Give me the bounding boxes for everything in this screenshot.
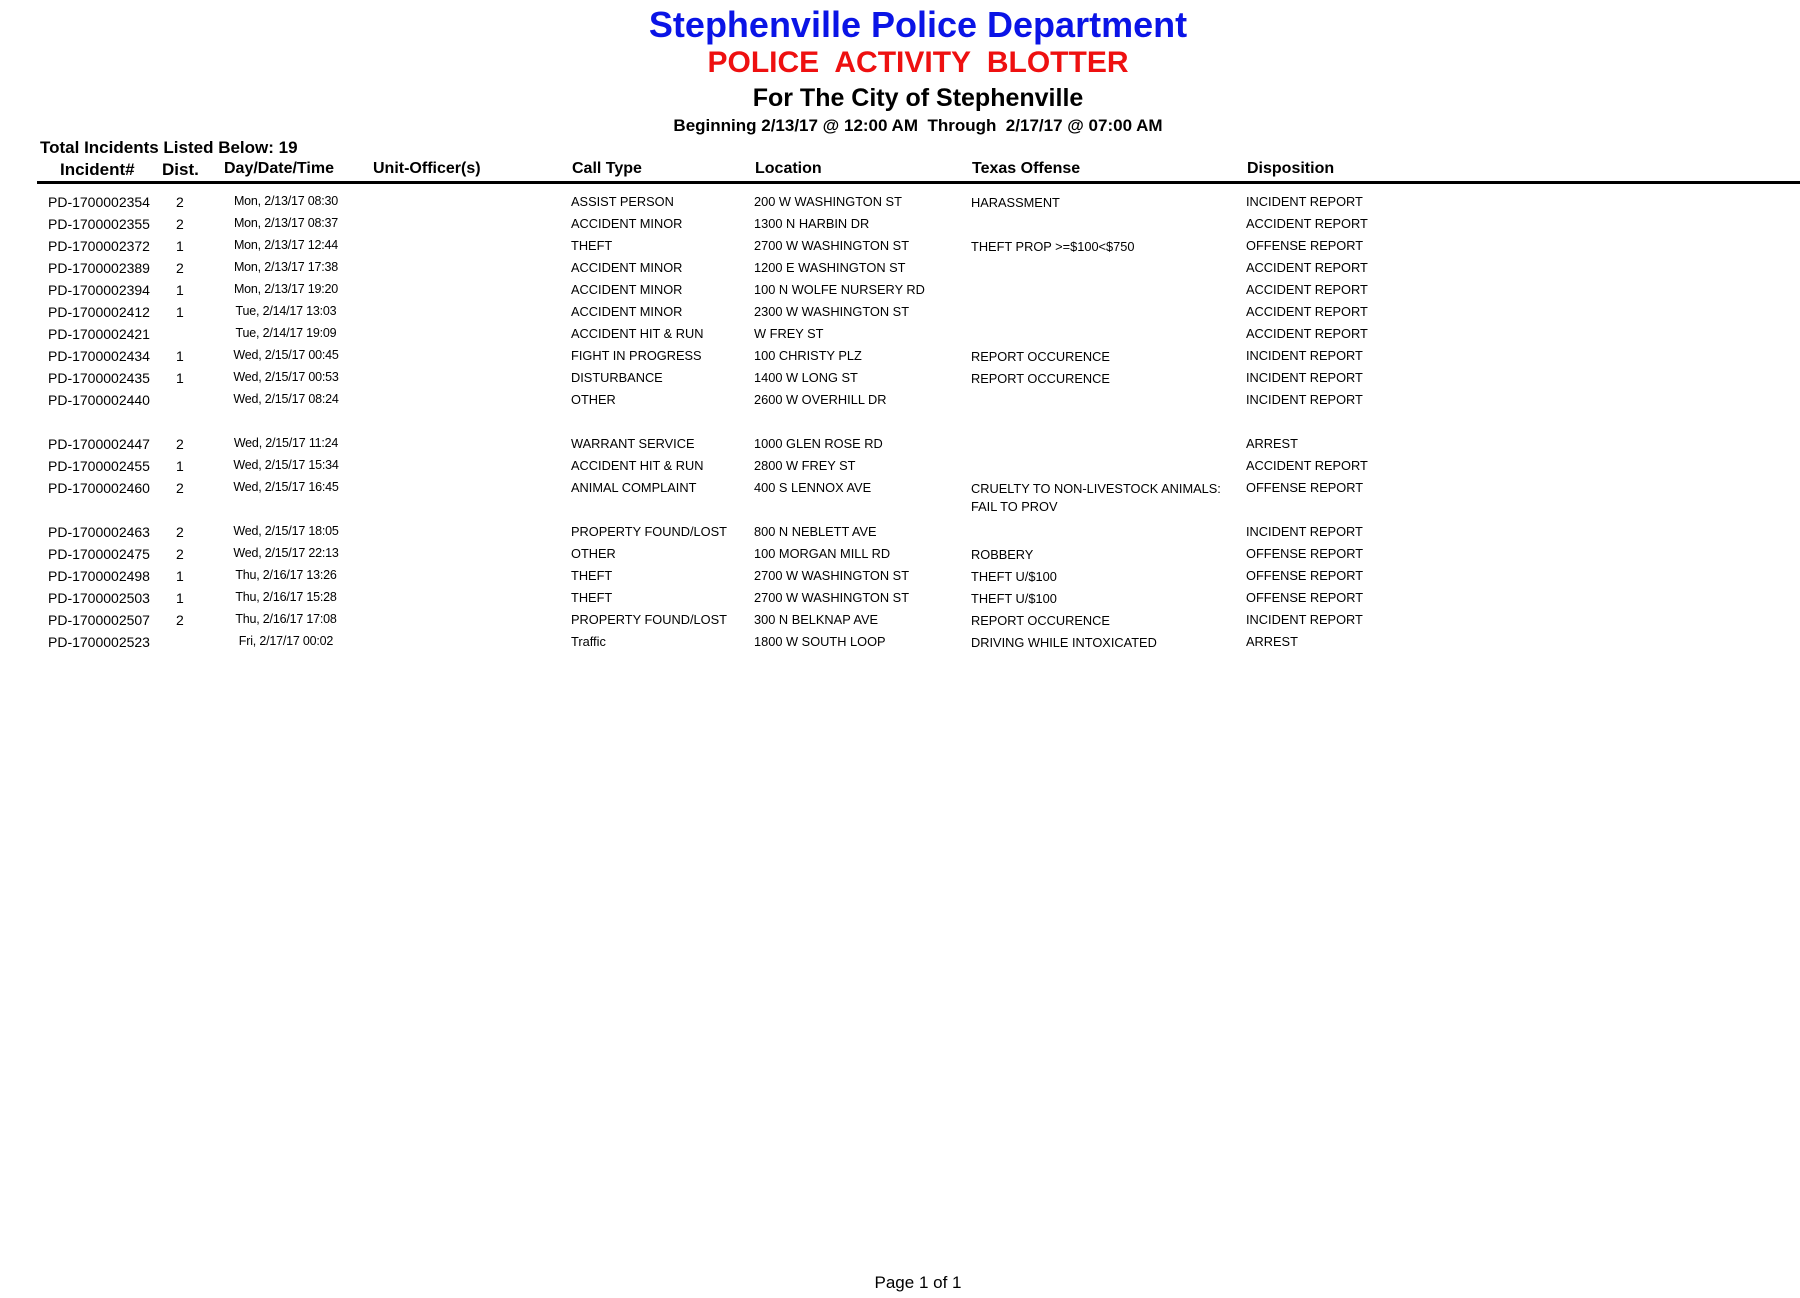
cell-date-time: Wed, 2/15/17 00:45 — [233, 348, 339, 362]
cell-location: 400 S LENNOX AVE — [754, 480, 872, 495]
cell-date-time: Wed, 2/15/17 16:45 — [233, 480, 339, 494]
table-row — [0, 344, 1800, 366]
cell-disposition: OFFENSE REPORT — [1246, 590, 1364, 605]
table-row — [0, 564, 1800, 586]
cell-incident-id: PD-1700002372 — [48, 238, 150, 254]
cell-call-type: PROPERTY FOUND/LOST — [571, 612, 727, 627]
cell-disposition: INCIDENT REPORT — [1246, 194, 1363, 209]
cell-incident-id: PD-1700002394 — [48, 282, 150, 298]
cell-district: 2 — [176, 612, 184, 628]
cell-date-time: Thu, 2/16/17 17:08 — [235, 612, 337, 626]
cell-location: 800 N NEBLETT AVE — [754, 524, 877, 539]
cell-location: 1000 GLEN ROSE RD — [754, 436, 883, 451]
cell-location: 300 N BELKNAP AVE — [754, 612, 879, 627]
cell-call-type: OTHER — [571, 392, 616, 407]
cell-texas-offense — [971, 194, 1060, 212]
cell-call-type: WARRANT SERVICE — [571, 436, 695, 451]
cell-call-type: FIGHT IN PROGRESS — [571, 348, 702, 363]
cell-district: 2 — [176, 480, 184, 496]
cell-disposition: ACCIDENT REPORT — [1246, 326, 1368, 341]
cell-incident-id: PD-1700002354 — [48, 194, 150, 210]
column-header-datetime: Day/Date/Time — [224, 160, 334, 177]
cell-incident-id: PD-1700002498 — [48, 568, 150, 584]
cell-date-time: Wed, 2/15/17 18:05 — [233, 524, 339, 538]
cell-location: 1400 W LONG ST — [754, 370, 858, 385]
offense-line: HARASSMENT — [971, 195, 1060, 210]
offense-line: THEFT U/$100 — [971, 569, 1057, 584]
offense-line: REPORT OCCURENCE — [971, 613, 1110, 628]
cell-disposition: ACCIDENT REPORT — [1246, 260, 1368, 275]
cell-location: 2700 W WASHINGTON ST — [754, 590, 910, 605]
cell-disposition: ARREST — [1246, 436, 1298, 451]
cell-date-time: Mon, 2/13/17 08:30 — [233, 194, 339, 208]
column-header-call-type: Call Type — [572, 160, 642, 177]
date-range: Beginning 2/13/17 @ 12:00 AM Through 2/17/17 @ 07:00 AM — [673, 116, 1163, 135]
cell-date-time: Tue, 2/14/17 19:09 — [235, 326, 337, 340]
cell-incident-id: PD-1700002355 — [48, 216, 150, 232]
column-header-disposition: Disposition — [1247, 160, 1335, 177]
cell-location: 2300 W WASHINGTON ST — [754, 304, 910, 319]
cell-date-time: Fri, 2/17/17 00:02 — [238, 634, 334, 648]
cell-date-time: Tue, 2/14/17 13:03 — [235, 304, 337, 318]
cell-incident-id: PD-1700002523 — [48, 634, 150, 650]
cell-location: 100 CHRISTY PLZ — [754, 348, 862, 363]
cell-district: 2 — [176, 546, 184, 562]
cell-disposition: INCIDENT REPORT — [1246, 612, 1363, 627]
cell-texas-offense — [971, 612, 1110, 630]
cell-texas-offense — [971, 480, 1221, 516]
cell-call-type: THEFT — [571, 238, 613, 253]
cell-date-time: Wed, 2/15/17 15:34 — [233, 458, 339, 472]
column-header-location: Location — [755, 160, 822, 177]
table-row — [0, 542, 1800, 564]
column-header-incident: Incident# — [60, 160, 135, 179]
offense-line: CRUELTY TO NON-LIVESTOCK ANIMALS: — [971, 481, 1221, 496]
cell-call-type: ACCIDENT MINOR — [571, 260, 683, 275]
table-row — [0, 388, 1800, 410]
cell-texas-offense — [971, 590, 1057, 608]
cell-texas-offense — [971, 370, 1110, 388]
column-header-dist: Dist. — [162, 160, 199, 179]
cell-district: 2 — [176, 216, 184, 232]
offense-line: THEFT PROP >=$100<$750 — [971, 239, 1135, 254]
cell-incident-id: PD-1700002463 — [48, 524, 150, 540]
cell-district: 2 — [176, 524, 184, 540]
cell-incident-id: PD-1700002507 — [48, 612, 150, 628]
cell-date-time: Wed, 2/15/17 22:13 — [233, 546, 339, 560]
cell-disposition: INCIDENT REPORT — [1246, 524, 1363, 539]
table-row — [0, 300, 1800, 322]
cell-district: 1 — [176, 458, 184, 474]
table-row — [0, 234, 1800, 256]
cell-location: 100 N WOLFE NURSERY RD — [754, 282, 925, 297]
cell-location: W FREY ST — [754, 326, 824, 341]
cell-incident-id: PD-1700002435 — [48, 370, 150, 386]
cell-disposition: ACCIDENT REPORT — [1246, 458, 1368, 473]
cell-incident-id: PD-1700002460 — [48, 480, 150, 496]
cell-district: 1 — [176, 590, 184, 606]
offense-line: DRIVING WHILE INTOXICATED — [971, 635, 1157, 650]
table-row — [0, 520, 1800, 542]
page-number: Page 1 of 1 — [874, 1273, 962, 1292]
cell-call-type: ACCIDENT MINOR — [571, 282, 683, 297]
column-header-offense: Texas Offense — [972, 160, 1081, 177]
cell-disposition: INCIDENT REPORT — [1246, 370, 1363, 385]
cell-incident-id: PD-1700002447 — [48, 436, 150, 452]
cell-incident-id: PD-1700002421 — [48, 326, 150, 342]
cell-incident-id: PD-1700002412 — [48, 304, 150, 320]
cell-location: 2800 W FREY ST — [754, 458, 856, 473]
cell-date-time: Thu, 2/16/17 13:26 — [235, 568, 337, 582]
table-row — [0, 278, 1800, 300]
table-row — [0, 432, 1800, 454]
cell-district: 1 — [176, 568, 184, 584]
cell-date-time: Wed, 2/15/17 00:53 — [233, 370, 339, 384]
cell-incident-id: PD-1700002434 — [48, 348, 150, 364]
cell-district: 2 — [176, 260, 184, 276]
cell-location: 2700 W WASHINGTON ST — [754, 568, 910, 583]
cell-incident-id: PD-1700002440 — [48, 392, 150, 408]
column-header-unit: Unit-Officer(s) — [373, 160, 481, 177]
cell-call-type: THEFT — [571, 590, 613, 605]
cell-incident-id: PD-1700002503 — [48, 590, 150, 606]
cell-call-type: ANIMAL COMPLAINT — [571, 480, 697, 495]
table-row — [0, 586, 1800, 608]
table-row — [0, 322, 1800, 344]
cell-texas-offense — [971, 546, 1033, 564]
cell-texas-offense — [971, 634, 1157, 652]
cell-date-time: Mon, 2/13/17 08:37 — [233, 216, 339, 230]
offense-line: REPORT OCCURENCE — [971, 371, 1110, 386]
cell-texas-offense — [971, 238, 1135, 256]
blotter-title: POLICE ACTIVITY BLOTTER — [707, 46, 1129, 79]
cell-disposition: ACCIDENT REPORT — [1246, 216, 1368, 231]
cell-location: 2700 W WASHINGTON ST — [754, 238, 910, 253]
cell-call-type: PROPERTY FOUND/LOST — [571, 524, 727, 539]
offense-line: THEFT U/$100 — [971, 591, 1057, 606]
cell-disposition: OFFENSE REPORT — [1246, 546, 1364, 561]
cell-disposition: OFFENSE REPORT — [1246, 238, 1364, 253]
cell-disposition: ACCIDENT REPORT — [1246, 304, 1368, 319]
cell-texas-offense — [971, 568, 1057, 586]
cell-location: 1800 W SOUTH LOOP — [754, 634, 886, 649]
cell-call-type: ACCIDENT HIT & RUN — [571, 458, 704, 473]
cell-location: 1300 N HARBIN DR — [754, 216, 870, 231]
cell-date-time: Wed, 2/15/17 11:24 — [233, 436, 339, 450]
cell-incident-id: PD-1700002475 — [48, 546, 150, 562]
cell-call-type: OTHER — [571, 546, 616, 561]
table-row — [0, 366, 1800, 388]
cell-location: 2600 W OVERHILL DR — [754, 392, 887, 407]
cell-disposition: INCIDENT REPORT — [1246, 392, 1363, 407]
cell-call-type: ACCIDENT MINOR — [571, 304, 683, 319]
table-row — [0, 476, 1800, 514]
table-row — [0, 256, 1800, 278]
offense-line: ROBBERY — [971, 547, 1034, 562]
table-row — [0, 190, 1800, 212]
cell-date-time: Mon, 2/13/17 12:44 — [233, 238, 339, 252]
cell-incident-id: PD-1700002389 — [48, 260, 150, 276]
cell-date-time: Thu, 2/16/17 15:28 — [235, 590, 337, 604]
cell-incident-id: PD-1700002455 — [48, 458, 150, 474]
cell-call-type: ASSIST PERSON — [571, 194, 674, 209]
cell-location: 1200 E WASHINGTON ST — [754, 260, 906, 275]
cell-date-time: Mon, 2/13/17 17:38 — [233, 260, 339, 274]
cell-district: 1 — [176, 348, 184, 364]
cell-district: 1 — [176, 238, 184, 254]
cell-date-time: Wed, 2/15/17 08:24 — [233, 392, 339, 406]
cell-district: 2 — [176, 194, 184, 210]
cell-texas-offense — [971, 348, 1110, 366]
cell-disposition: ARREST — [1246, 634, 1298, 649]
table-row — [0, 212, 1800, 234]
cell-location: 200 W WASHINGTON ST — [754, 194, 902, 209]
table-row — [0, 630, 1800, 652]
header-rule — [37, 181, 1800, 184]
cell-disposition: OFFENSE REPORT — [1246, 480, 1364, 495]
cell-district: 1 — [176, 370, 184, 386]
cell-call-type: ACCIDENT MINOR — [571, 216, 683, 231]
table-row — [0, 608, 1800, 630]
cell-call-type: DISTURBANCE — [571, 370, 663, 385]
offense-line: REPORT OCCURENCE — [971, 349, 1110, 364]
department-title: Stephenville Police Department — [648, 4, 1188, 45]
cell-disposition: INCIDENT REPORT — [1246, 348, 1363, 363]
cell-disposition: OFFENSE REPORT — [1246, 568, 1364, 583]
total-incidents: Total Incidents Listed Below: 19 — [40, 138, 298, 157]
cell-call-type: ACCIDENT HIT & RUN — [571, 326, 704, 341]
cell-date-time: Mon, 2/13/17 19:20 — [233, 282, 339, 296]
cell-district: 1 — [176, 282, 184, 298]
cell-call-type: Traffic — [571, 634, 606, 649]
cell-district: 2 — [176, 436, 184, 452]
cell-disposition: ACCIDENT REPORT — [1246, 282, 1368, 297]
cell-district: 1 — [176, 304, 184, 320]
offense-line-continued: FAIL TO PROV — [971, 499, 1058, 514]
cell-call-type: THEFT — [571, 568, 613, 583]
table-row — [0, 454, 1800, 476]
cell-location: 100 MORGAN MILL RD — [754, 546, 891, 561]
city-subtitle: For The City of Stephenville — [752, 84, 1084, 112]
